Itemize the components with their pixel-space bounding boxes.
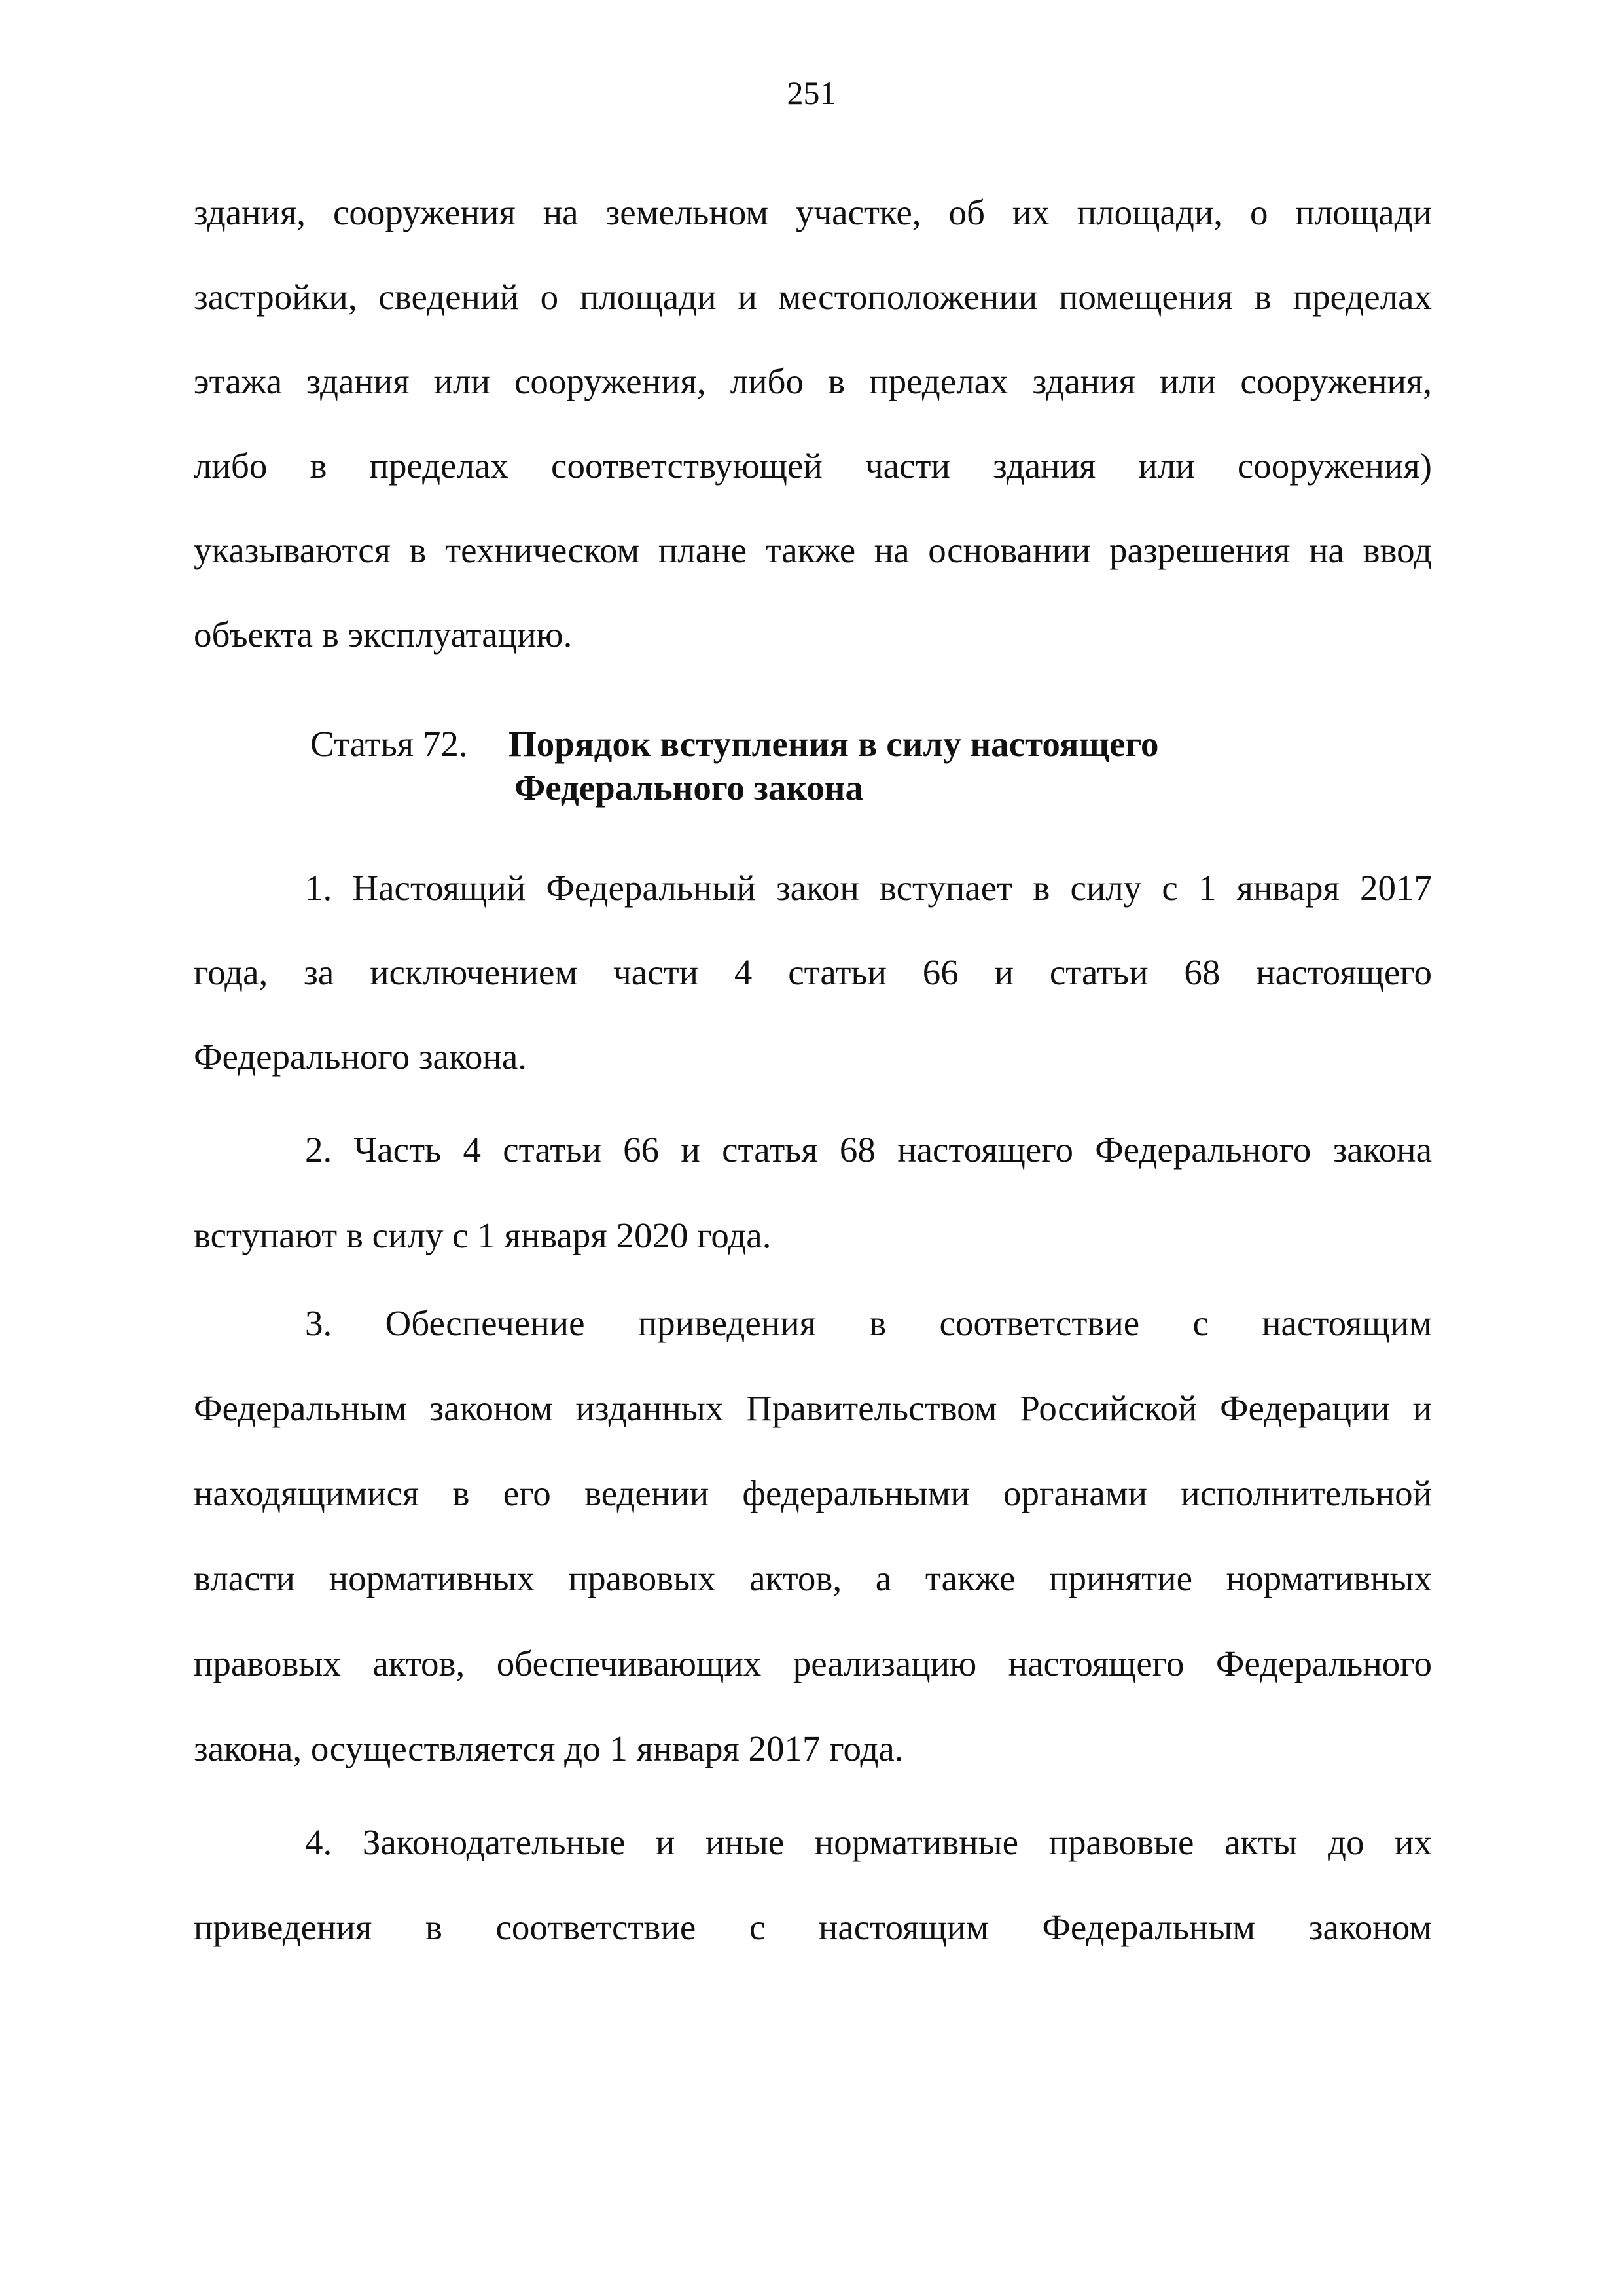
paragraph-2 bbox=[194, 1129, 1432, 1257]
paragraph-4 bbox=[194, 1821, 1432, 1948]
text-line: указываются в техническом плане также на основании разрешения на ввод bbox=[194, 530, 1432, 570]
text-line: этажа здания или сооружения, либо в пределах здания или сооружения, bbox=[194, 361, 1432, 401]
paragraph-3 bbox=[194, 1302, 1432, 1770]
text-line: либо в пределах соответствующей части здания или сооружения) bbox=[194, 446, 1432, 486]
text-line: застройки, сведений о площади и местоположении помещения в пределах bbox=[194, 277, 1432, 317]
text-line: закона, осуществляется до 1 января 2017 года. bbox=[194, 1729, 904, 1768]
text-line: года, за исключением части 4 статьи 66 и статьи 68 настоящего bbox=[194, 952, 1432, 992]
text-line: вступают в силу с 1 января 2020 года. bbox=[194, 1215, 772, 1255]
article-title: Порядок вступления в силу настоящего bbox=[508, 724, 1159, 764]
article-title-continued: Федерального закона bbox=[514, 768, 863, 808]
text-line: находящимися в его ведении федеральными органами исполнительной bbox=[194, 1473, 1432, 1513]
page-number: 251 bbox=[787, 75, 836, 111]
text-line: правовых актов, обеспечивающих реализацию настоящего Федерального bbox=[194, 1643, 1432, 1683]
article-label: Статья 72. bbox=[310, 724, 468, 764]
article-heading bbox=[310, 723, 1423, 811]
text-line: 1. Настоящий Федеральный закон вступает в силу с 1 января 2017 bbox=[305, 868, 1432, 908]
text-line: 3. Обеспечение приведения в соответствие с настоящим bbox=[305, 1303, 1432, 1343]
article-heading-row-1 bbox=[310, 723, 1423, 767]
intro-paragraph bbox=[194, 192, 1432, 656]
text-line: приведения в соответствие с настоящим Федеральным законом bbox=[194, 1907, 1432, 1947]
text-line: власти нормативных правовых актов, а также принятие нормативных bbox=[194, 1558, 1432, 1598]
text-line: объекта в эксплуатацию. bbox=[194, 615, 573, 655]
text-line: здания, сооружения на земельном участке, об их площади, о площади bbox=[194, 192, 1432, 232]
text-line: 2. Часть 4 статьи 66 и статья 68 настоящего Федерального закона bbox=[305, 1130, 1432, 1170]
text-line: Федеральным законом изданных Правительством Российской Федерации и bbox=[194, 1388, 1432, 1428]
text-line: Федерального закона. bbox=[194, 1037, 527, 1077]
paragraph-1 bbox=[194, 867, 1432, 1078]
text-line: 4. Законодательные и иные нормативные правовые акты до их bbox=[305, 1822, 1432, 1862]
